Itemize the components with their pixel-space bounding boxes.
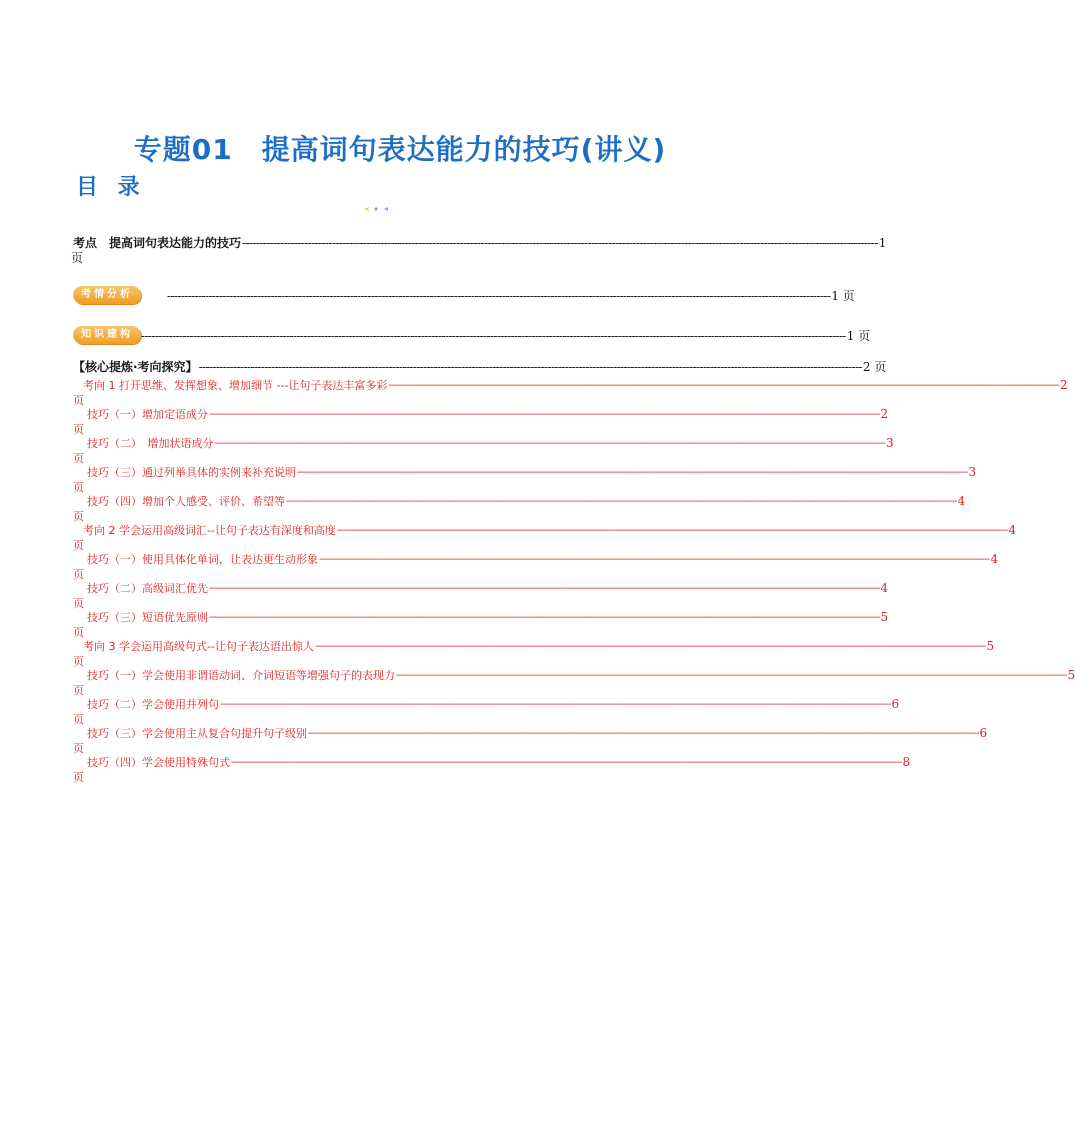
toc-page-number: 4 <box>957 494 966 508</box>
toc-entry-label: 考向 2 学会运用高级词汇--让句子表达有深度和高度 <box>83 524 336 537</box>
toc-page-unit: 页 <box>73 655 84 668</box>
toc-entry-label: 【核心提炼·考向探究】 <box>73 360 198 374</box>
toc-page-number: 6 <box>891 697 900 711</box>
badge-kaoqing-fenxi: 考情分析 <box>73 286 141 304</box>
toc-entry-label: 技巧（三）学会使用主从复合句提升句子级别 <box>87 727 307 740</box>
toc-page-number: 4 <box>990 552 999 566</box>
toc-entry-label: 技巧（四）增加个人感受、评价、希望等 <box>87 495 285 508</box>
toc-page-number: 2 <box>880 407 889 421</box>
toc-entry-label: 技巧（三）短语优先原则 <box>87 611 208 624</box>
toc-entry-technique[interactable] <box>73 697 900 727</box>
toc-leader: ------------------------------------------------------------------------------------------------------------------------------------------------------------------------------------------------ <box>167 289 831 303</box>
toc-leader: -------------------------------------------------------------------------------------------------------------------------------------------------------------------------------------------------------------------------------------------------------------------- <box>297 467 968 478</box>
toc-entry-technique[interactable] <box>73 494 966 524</box>
toc-page-unit: 页 <box>73 481 84 494</box>
toc-leader: -------------------------------------------------------------------------------------------------------------------------------------------------------------------------------------------------------------------------------------------------------------------- <box>209 583 880 594</box>
toc-entry-technique[interactable] <box>73 610 889 640</box>
toc-page-unit: 页 <box>73 568 84 581</box>
toc-leader: -------------------------------------------------------------------------------------------------------------------------------------------------------------------------------------------------------------------------------------------------------------------- <box>388 380 1059 391</box>
toc-entry-technique[interactable] <box>73 407 889 437</box>
toc-entry-label: 技巧（四）学会使用特殊句式 <box>87 756 230 769</box>
toc-entry-zhishi[interactable] <box>73 326 871 344</box>
toc-page-number: 2 页 <box>862 360 887 374</box>
toc-entry-direction[interactable] <box>73 378 1068 408</box>
toc-entry-label: 考向 1 打开思维、发挥想象、增加细节 ---让句子表达丰富多彩 <box>83 379 388 392</box>
toc-leader: ---------------------------------------------------------------------------------------------------------------------------------------------------------------------------------------- <box>242 236 878 250</box>
toc-entry-label: 技巧（一）增加定语成分 <box>87 408 208 421</box>
toc-entry-technique[interactable] <box>73 581 889 611</box>
toc-page-number: 1 <box>878 236 887 250</box>
toc-entry-label: 技巧（二）学会使用并列句 <box>87 698 219 711</box>
toc-entry-technique[interactable] <box>73 755 911 785</box>
toc-page-number: 1 页 <box>846 329 871 343</box>
toc-leader: -------------------------------------------------------------------------------------------------------------------------------------------------------------------------------------------------------------------------------------------------------------------- <box>396 670 1067 681</box>
toc-page-number: 4 <box>1008 523 1017 537</box>
toc-leader: -------------------------------------------------------------------------------------------------------------------------------------------------------------------------------------------------------------------------------------------------------------------- <box>308 728 979 739</box>
badge-zhishi-jiangou: 知识建构 <box>73 326 141 344</box>
toc-entry-label: 考点 提高词句表达能力的技巧 <box>73 236 242 250</box>
toc-page-number: 8 <box>902 755 911 769</box>
toc-leader: -------------------------------------------------------------------------------------------------------------------------------------------------------------------------------------------------------------------------------------------------------------------- <box>286 496 957 507</box>
toc-entry-kaoqing[interactable] <box>73 286 855 304</box>
toc-page-number: 5 <box>1067 668 1075 682</box>
toc-leader: -------------------------------------------------------------------------------------------------------------------------------------------------------------------------------------------------------------------------------------------------------------------- <box>319 554 990 565</box>
toc-page-unit: 页 <box>73 394 84 407</box>
toc-leader: -------------------------------------------------------------------------------------------------------------------------------------------------------------------------------------------------------------------------------------------------------------------- <box>231 757 902 768</box>
toc-page-unit: 页 <box>73 597 84 610</box>
toc-page-unit: 页 <box>73 771 84 784</box>
toc-leader: -------------------------------------------------------------------------------------------------------------------------------------------------------------------------------------------------------------------------------------------------------------------- <box>314 641 986 652</box>
toc-leader: ------------------------------------------------------------------------------------------------------------------------------------------------------------------------------------------------------------ <box>141 329 846 343</box>
toc-entry-label: 技巧（二）高级词汇优先 <box>87 582 208 595</box>
toc-leader: -------------------------------------------------------------------------------------------------------------------------------------------------------------------------------------------------------------------------------------------------------------------- <box>209 612 880 623</box>
toc-page-number: 2 <box>1059 378 1068 392</box>
toc-entry-direction[interactable] <box>73 523 1017 553</box>
toc-entry-label: 技巧（一）学会使用非谓语动词、介词短语等增强句子的表现力 <box>87 669 395 682</box>
toc-leader: -------------------------------------------------------------------------------------------------------------------------------------------------------------------------------------------------------------------------------------------------------------------- <box>214 438 886 449</box>
toc-entry-technique[interactable] <box>73 465 977 495</box>
toc-leader: ------------------------------------------------------------------------------------------------------------------------------------------------------------------------------------------------ <box>198 360 862 374</box>
toc-leader: -------------------------------------------------------------------------------------------------------------------------------------------------------------------------------------------------------------------------------------------------------------------- <box>336 525 1008 536</box>
toc-leader: -------------------------------------------------------------------------------------------------------------------------------------------------------------------------------------------------------------------------------------------------------------------- <box>209 409 880 420</box>
toc-page-unit: 页 <box>73 713 84 726</box>
toc-page-unit: 页 <box>73 684 84 697</box>
toc-page-number: 6 <box>979 726 988 740</box>
toc-entry-core[interactable] <box>73 360 887 375</box>
toc-entry-technique[interactable] <box>73 726 988 756</box>
toc-entry-technique[interactable] <box>73 552 999 582</box>
toc-page-number: 1 页 <box>831 289 855 303</box>
toc-page-unit: 页 <box>73 510 84 523</box>
toc-heading: 目 录 <box>76 175 146 200</box>
toc-page-number: 5 <box>880 610 889 624</box>
decorative-divider <box>76 202 700 216</box>
toc-entry-label: 技巧（三）通过列举具体的实例来补充说明 <box>87 466 296 479</box>
toc-page-unit: 页 <box>73 742 84 755</box>
toc-page-unit: 页 <box>71 251 84 265</box>
toc-entry-label: 考向 3 学会运用高级句式--让句子表达语出惊人 <box>83 640 314 653</box>
toc-entry-technique[interactable] <box>73 436 894 466</box>
toc-page-number: 3 <box>968 465 977 479</box>
toc-page-number: 5 <box>986 639 995 653</box>
toc-entry-label: 技巧（一）使用具体化单词，让表达更生动形象 <box>87 553 318 566</box>
toc-page-number: 3 <box>886 436 894 450</box>
toc-page-unit: 页 <box>73 539 84 552</box>
toc-page-unit: 页 <box>73 452 84 465</box>
document-title: 专题01 提高词句表达能力的技巧(讲义) <box>133 133 667 166</box>
toc-page-number: 4 <box>880 581 889 595</box>
toc-leader: -------------------------------------------------------------------------------------------------------------------------------------------------------------------------------------------------------------------------------------------------------------------- <box>220 699 891 710</box>
toc-entry-technique[interactable] <box>73 668 1075 698</box>
toc-entry-kaodian[interactable] <box>71 236 887 266</box>
toc-page-unit: 页 <box>73 423 84 436</box>
toc-page-unit: 页 <box>73 626 84 639</box>
toc-entry-direction[interactable] <box>73 639 995 669</box>
toc-entry-label: 技巧（二） 增加状语成分 <box>87 437 214 450</box>
